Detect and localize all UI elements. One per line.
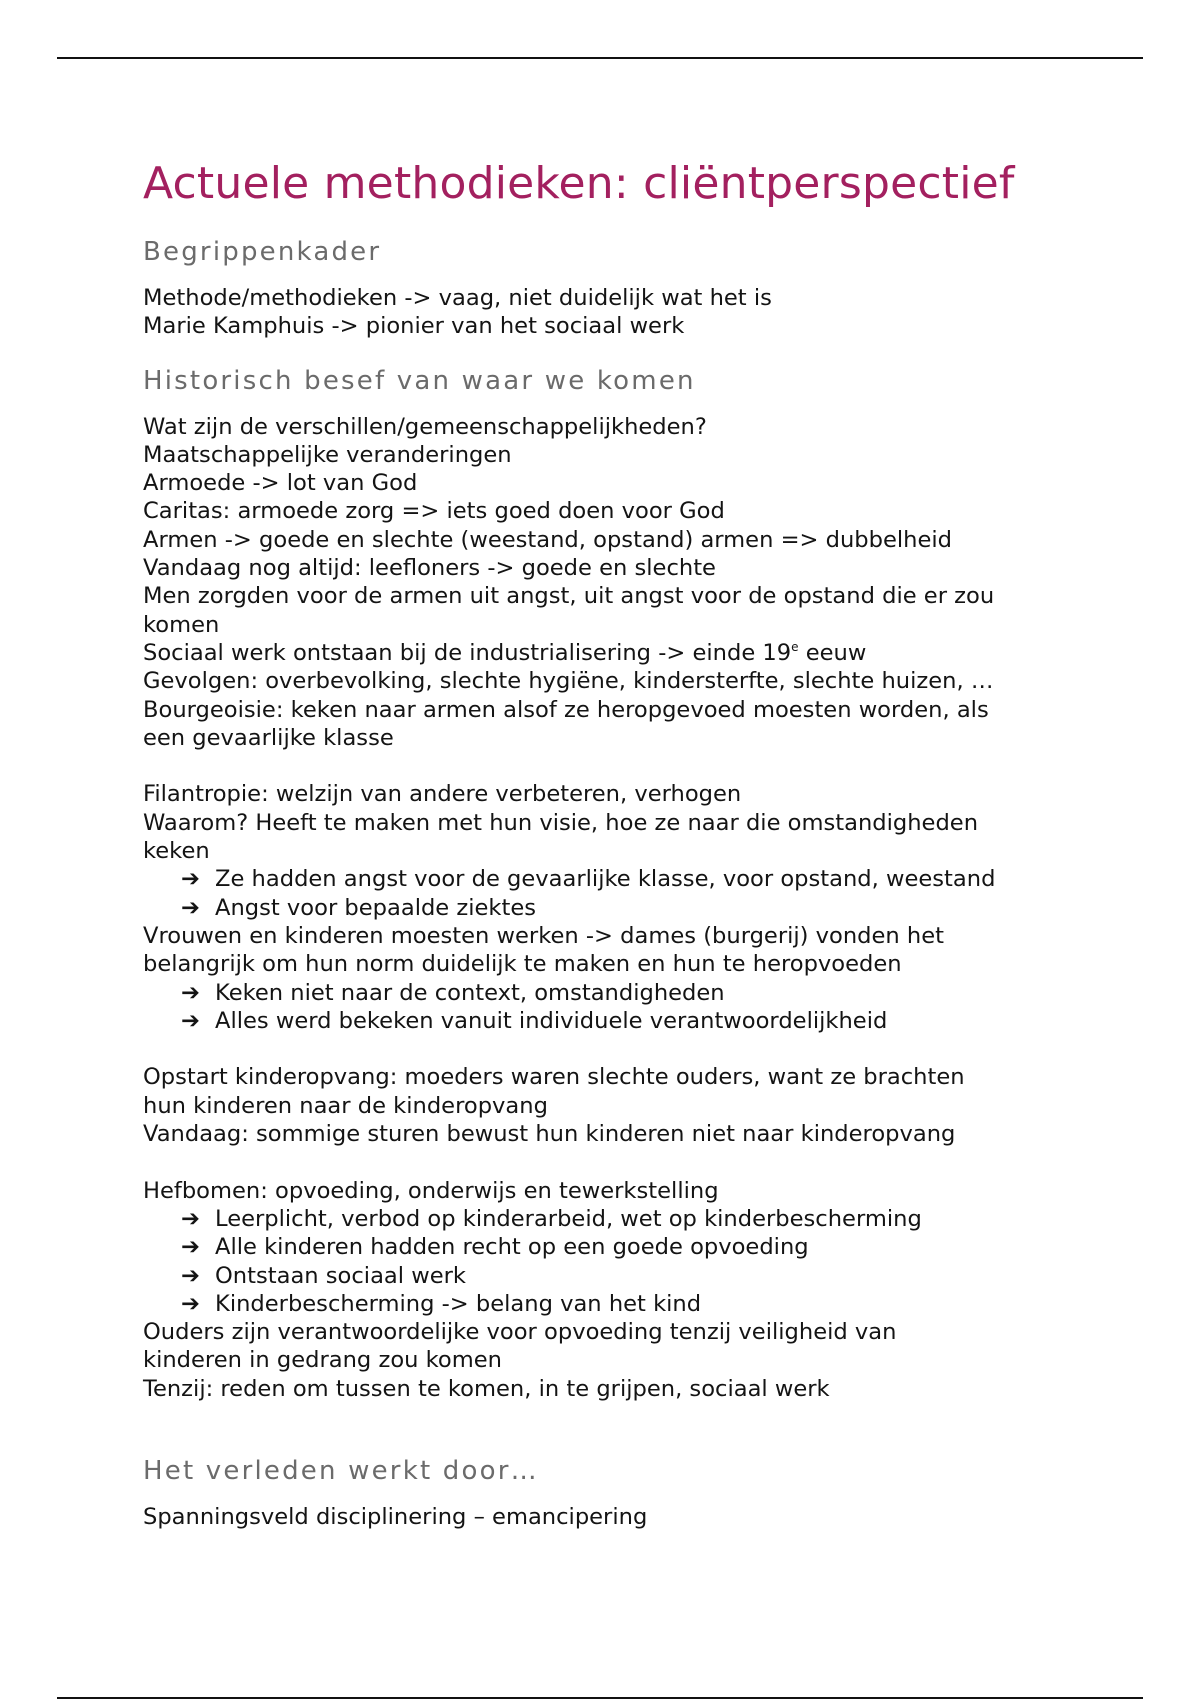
arrow-bullet-icon: ➔ — [181, 1205, 200, 1232]
arrow-bullet-icon: ➔ — [181, 1007, 200, 1034]
arrow-bullet-icon: ➔ — [181, 1234, 200, 1261]
text-line: Armoede -> lot van God — [143, 470, 418, 497]
bullet-text: Leerplicht, verbod op kinderarbeid, wet op kinderbescherming — [215, 1205, 922, 1232]
bullet-item — [143, 894, 1073, 922]
text-line: Wat zijn de verschillen/gemeenschappelijkheden? — [143, 413, 707, 440]
bullet-item — [143, 979, 1073, 1007]
text-line: komen — [143, 611, 220, 638]
text-line: Armen -> goede en slechte (weestand, opstand) armen => dubbelheid — [143, 526, 952, 553]
heading-historisch-besef: Historisch besef van waar we komen — [143, 365, 696, 396]
bullet-item — [143, 1007, 1073, 1035]
text-line: Vrouwen en kinderen moesten werken -> dames (burgerij) vonden het — [143, 922, 945, 949]
text-line: Tenzij: reden om tussen te komen, in te grijpen, sociaal werk — [143, 1375, 830, 1402]
document-title: Actuele methodieken: cliëntperspectief — [143, 158, 1015, 209]
arrow-bullet-icon: ➔ — [181, 1262, 200, 1289]
text-line: belangrijk om hun norm duidelijk te maken en hun te heropvoeden — [143, 951, 902, 978]
text-line: Ouders zijn verantwoordelijke voor opvoeding tenzij veiligheid van — [143, 1319, 897, 1346]
industrial-suffix: eeuw — [798, 639, 867, 666]
text-line: hun kinderen naar de kinderopvang — [143, 1092, 548, 1119]
text-line: een gevaarlijke klasse — [143, 724, 394, 751]
arrow-bullet-icon: ➔ — [181, 1290, 200, 1317]
industrial-superscript: e — [791, 639, 799, 654]
text-line: Vandaag nog altijd: leefloners -> goede en slechte — [143, 555, 716, 582]
bullet-item — [143, 1290, 1073, 1318]
text-line: Bourgeoisie: keken naar armen alsof ze heropgevoed moesten worden, als — [143, 696, 989, 723]
text-line: Opstart kinderopvang: moeders waren slechte ouders, want ze brachten — [143, 1064, 965, 1091]
text-line: Gevolgen: overbevolking, slechte hygiëne, kindersterfte, slechte huizen, … — [143, 668, 994, 695]
bullet-text: Alles werd bekeken vanuit individuele verantwoordelijkheid — [215, 1007, 888, 1034]
text-line: Hefbomen: opvoeding, onderwijs en tewerkstelling — [143, 1177, 719, 1204]
paragraph-gap — [143, 752, 1073, 780]
document-body — [143, 154, 1073, 1531]
section2-block-a — [143, 413, 1073, 753]
arrow-bullet-icon: ➔ — [181, 979, 200, 1006]
bullet-text: Keken niet naar de context, omstandigheden — [215, 979, 725, 1006]
bullet-item — [143, 865, 1073, 893]
arrow-bullet-icon: ➔ — [181, 894, 200, 921]
top-rule — [57, 57, 1143, 59]
text-line: Filantropie: welzijn van andere verbeteren, verhogen — [143, 781, 742, 808]
bullet-text: Ze hadden angst voor de gevaarlijke klasse, voor opstand, weestand — [215, 866, 996, 893]
text-line: Men zorgden voor de armen uit angst, uit angst voor de opstand die er zou — [143, 583, 995, 610]
text-line-industrialisering — [143, 639, 1073, 667]
heading-verleden-werkt-door: Het verleden werkt door… — [143, 1455, 539, 1486]
text-line: Marie Kamphuis -> pionier van het sociaal werk — [143, 313, 685, 340]
paragraph-gap — [143, 1035, 1073, 1063]
section2-block-f — [143, 1177, 1073, 1403]
text-line: kinderen in gedrang zou komen — [143, 1347, 502, 1374]
arrow-bullet-icon: ➔ — [181, 866, 200, 893]
text-line: Methode/methodieken -> vaag, niet duidelijk wat het is — [143, 285, 772, 311]
bullet-text: Ontstaan sociaal werk — [215, 1262, 466, 1289]
bullet-item — [143, 1233, 1073, 1261]
bullet-text: Kinderbescherming -> belang van het kind — [215, 1290, 702, 1317]
section1-lines — [143, 284, 1073, 341]
bullet-item — [143, 1205, 1073, 1233]
bullet-text: Angst voor bepaalde ziektes — [215, 894, 537, 921]
paragraph-gap — [143, 1148, 1073, 1176]
bullet-item — [143, 1262, 1073, 1290]
bullet-text: Alle kinderen hadden recht op een goede opvoeding — [215, 1234, 809, 1261]
industrial-prefix: Sociaal werk ontstaan bij de industrialisering -> einde 19 — [143, 639, 792, 666]
bottom-rule — [57, 1697, 1143, 1699]
heading-begrippenkader: Begrippenkader — [143, 237, 382, 267]
text-line: Caritas: armoede zorg => iets goed doen voor God — [143, 498, 725, 525]
section3-lines — [143, 1503, 1073, 1531]
text-line: Spanningsveld disciplinering – emancipering — [143, 1503, 648, 1530]
text-line: Maatschappelijke veranderingen — [143, 441, 512, 468]
text-line: keken — [143, 838, 210, 865]
section2-block-c — [143, 780, 1073, 1035]
text-line: Waarom? Heeft te maken met hun visie, hoe ze naar die omstandigheden — [143, 809, 979, 836]
text-line: Vandaag: sommige sturen bewust hun kinderen niet naar kinderopvang — [143, 1121, 956, 1148]
section2-block-e — [143, 1063, 1073, 1148]
